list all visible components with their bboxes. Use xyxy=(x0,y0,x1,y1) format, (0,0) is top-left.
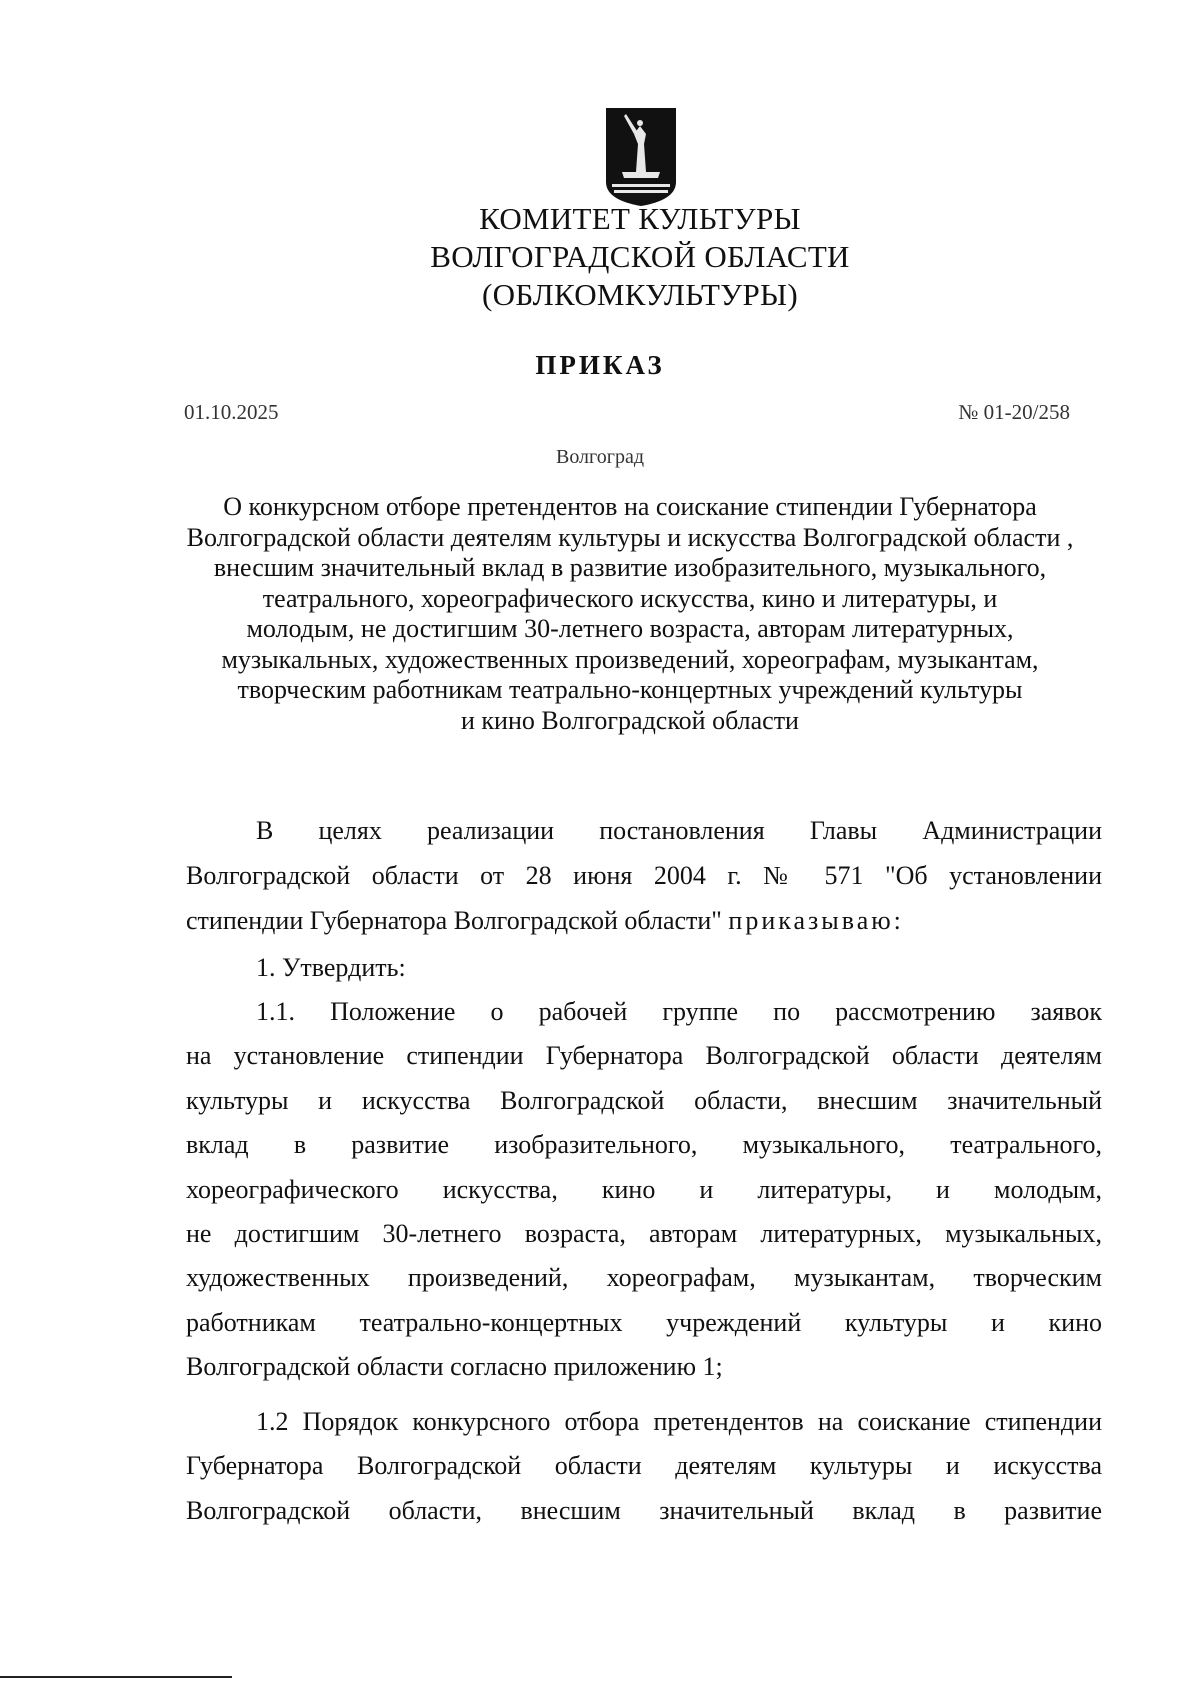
document-city: Волгоград xyxy=(555,446,645,468)
item-1: 1. Утвердить: xyxy=(256,953,406,982)
subject-line: и кино Волгоградской области xyxy=(461,705,799,735)
org-name-line-1: КОМИТЕТ КУЛЬТУРЫ xyxy=(479,201,801,236)
subject-line: театрального, хореографического искусства, кино и литературы, и xyxy=(262,583,998,613)
subject-line: Волгоградской области деятелям культуры и искусства Волгоградской области , xyxy=(186,522,1074,552)
subject-line: внесшим значительный вклад в развитие изобразительного, музыкального, xyxy=(213,553,1047,582)
org-name-line-2: ВОЛГОГРАДСКОЙ ОБЛАСТИ xyxy=(430,239,850,274)
body-line xyxy=(186,898,1102,943)
document-number: № 01-20/258 xyxy=(958,400,1070,424)
body-line: 1.2 Порядок конкурсного отбора претендентов на соискание стипендии xyxy=(256,1407,1102,1436)
body-line: работникам театрально-концертных учреждений культуры и кино xyxy=(186,1307,1102,1337)
body-line: В целях реализации постановления Главы Администрации xyxy=(256,816,1102,845)
subject-line: молодым, не достигшим 30-летнего возраста, авторам литературных, xyxy=(246,614,1014,643)
preamble-text: стипендии Губернатора Волгоградской области" xyxy=(186,906,722,935)
body-line: Волгоградской области, внесшим значительный вклад в развитие xyxy=(186,1495,1102,1525)
body-line: культуры и искусства Волгоградской области, внесшим значительный xyxy=(186,1085,1102,1115)
body-line: Волгоградской области от 28 июня 2004 г. № 571 "Об установлении xyxy=(186,861,1102,890)
subject-line: творческим работникам театрально-концертных учреждений культуры xyxy=(237,675,1023,704)
document-date: 01.10.2025 xyxy=(184,400,279,424)
body-line: Волгоградской области согласно приложению 1; xyxy=(186,1352,723,1382)
item-1-1-paragraph xyxy=(186,990,1102,1390)
volgograd-coat-of-arms-icon xyxy=(600,104,682,208)
org-abbreviation: (ОБЛКОМКУЛЬТУРЫ) xyxy=(482,277,798,312)
scan-edge-line xyxy=(0,1676,232,1678)
order-verb: приказываю: xyxy=(728,906,904,935)
body-line: на установление стипендии Губернатора Волгоградской области деятелям xyxy=(186,1041,1102,1071)
item-1-2-paragraph xyxy=(186,1400,1102,1533)
body-line: не достигшим 30-летнего возраста, авторам литературных, музыкальных, xyxy=(186,1219,1102,1249)
body-line: 1.1. Положение о рабочей группе по рассмотрению заявок xyxy=(256,997,1102,1026)
document-subject xyxy=(170,492,1090,736)
subject-line: музыкальных, художественных произведений, хореографам, музыкантам, xyxy=(221,644,1039,674)
body-line: хореографического искусства, кино и литературы, и молодым, xyxy=(186,1174,1102,1204)
body-line: вклад в развитие изобразительного, музыкального, театрального, xyxy=(186,1130,1102,1160)
subject-line: О конкурсном отборе претендентов на соискание стипендии Губернатора xyxy=(223,492,1037,521)
body-line: художественных произведений, хореографам, музыкантам, творческим xyxy=(186,1263,1102,1293)
document-type: ПРИКАЗ xyxy=(535,350,665,380)
preamble-paragraph xyxy=(186,808,1102,943)
body-line: Губернатора Волгоградской области деятелям культуры и искусства xyxy=(186,1451,1102,1481)
